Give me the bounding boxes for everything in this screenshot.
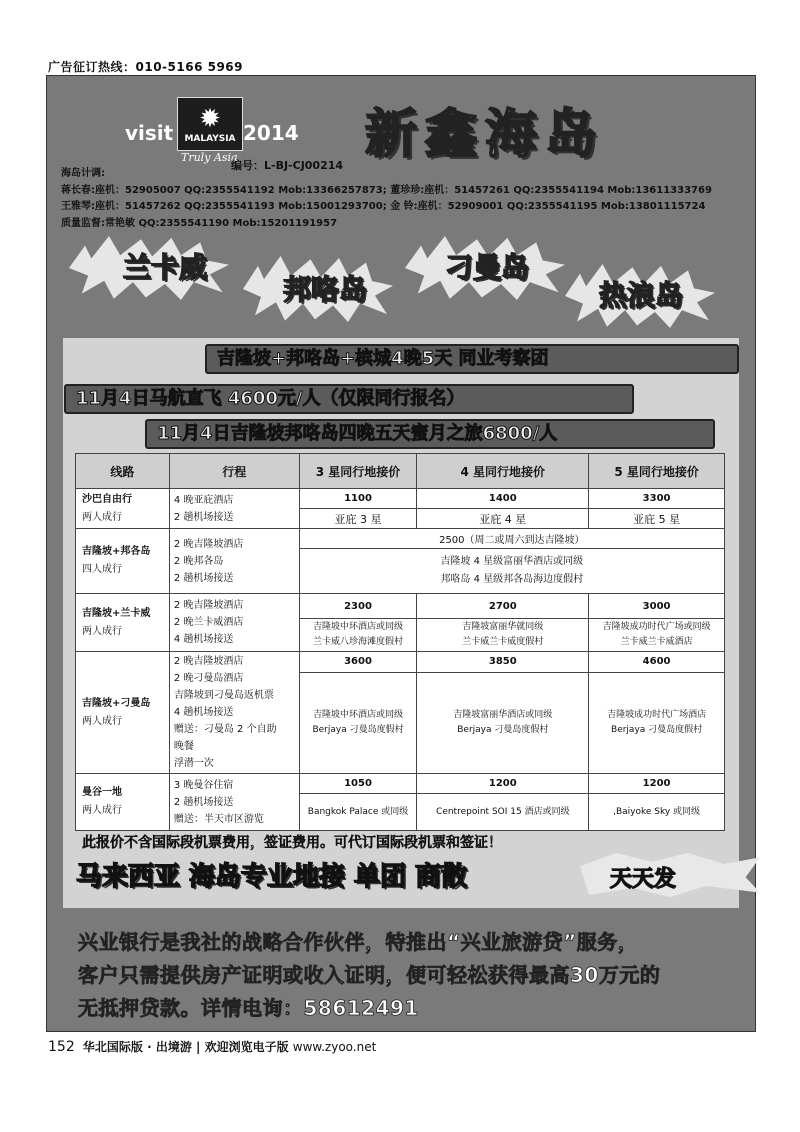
contact-line: 蒋长春:座机：52905007 QQ:2355541192 Mob:13366257873; 董珍珍:座机：51457261 QQ:2355541194 Mob:13611333769 (61, 184, 712, 196)
ad-hotline: 广告征订热线：010-5166 5969 (48, 60, 244, 74)
col-header: 线路 (76, 454, 170, 489)
contact-line: 质量监督:常艳敏 QQ:2355541190 Mob:15201191957 (61, 217, 338, 229)
table-row (76, 594, 725, 619)
island-tioman: 刁曼岛 (445, 251, 530, 284)
hotel-3star: 亚庇 3 星 (299, 509, 417, 529)
price-4star: 2700 (417, 594, 589, 619)
contact-list (61, 166, 712, 232)
hotel-5star: ,Baiyoke Sky 或同级 (589, 794, 725, 831)
promo-banner-3: 11月4日吉隆坡邦咯岛四晚五天蜜月之旅6800/人 (145, 419, 715, 449)
col-header: 4 星同行地接价 (417, 454, 589, 489)
route-name: 吉隆坡+刁曼岛 两人成行 (76, 652, 170, 774)
price-5star: 3000 (589, 594, 725, 619)
price-table (75, 453, 725, 831)
bank-promo-line: 客户只需提供房产证明或收入证明，便可轻松获得最高30万元的 (78, 963, 661, 987)
col-header: 行程 (169, 454, 299, 489)
table-row (76, 652, 725, 673)
hotel-4star: Centrepoint SOI 15 酒店或同级 (417, 794, 589, 831)
hotel-4star: 亚庇 4 星 (417, 509, 589, 529)
malaysia-logo-box (177, 97, 243, 151)
hotel-3star: 吉隆坡中环酒店或同级 Berjaya 刁曼岛度假村 (299, 672, 417, 774)
route-name: 吉隆坡+邦各岛 四人成行 (76, 529, 170, 594)
route-plan: 2 晚吉隆坡酒店 2 晚兰卡威酒店 4 趟机场接送 (169, 594, 299, 652)
page-footer (48, 1038, 376, 1055)
slogan: 马来西亚 海岛专业地接 单团 商散 (76, 862, 468, 892)
price-3star: 3600 (299, 652, 417, 673)
table-header-row (76, 454, 725, 489)
island-redang: 热浪岛 (599, 279, 684, 312)
bank-promo-line: 无抵押贷款。详情电询：58612491 (78, 996, 419, 1020)
bank-promo (78, 926, 660, 1025)
footer-text: 华北国际版 · 出境游 | 欢迎浏览电子版 (82, 1040, 289, 1054)
hotel-4star: 吉隆坡富丽华就同级 兰卡威兰卡威度假村 (417, 619, 589, 652)
logo-name: MALAYSIA (184, 134, 236, 144)
price-3star: 2300 (299, 594, 417, 619)
hotel-5star: 亚庇 5 星 (589, 509, 725, 529)
route-plan: 4 晚亚庇酒店 2 趟机场接送 (169, 489, 299, 529)
hotel-5star: 吉隆坡成功时代广场酒店 Berjaya 刁曼岛度假村 (589, 672, 725, 774)
visit-text: visit (125, 121, 174, 145)
route-plan: 2 晚吉隆坡酒店 2 晚刁曼岛酒店 吉隆坡到刁曼岛返机票 4 趟机场接送 赠送：刁曼岛 2 个自助 晚餐 浮潜一次 (169, 652, 299, 774)
main-title: 新鑫海岛 (365, 105, 606, 165)
hotel-5star: 吉隆坡成功时代广场或同级 兰卡威兰卡威酒店 (589, 619, 725, 652)
route-plan: 2 晚吉隆坡酒店 2 晚邦各岛 2 趟机场接送 (169, 529, 299, 594)
contact-line: 海岛计调: (61, 168, 105, 179)
price-note: 2500（周二或周六到达吉隆坡） (299, 529, 724, 549)
star-icon: ✹ (199, 104, 221, 134)
route-name: 沙巴自由行 两人成行 (76, 489, 170, 529)
price-4star: 1200 (417, 774, 589, 794)
slogan-tail: 天天发 (610, 867, 677, 892)
price-4star: 3850 (417, 652, 589, 673)
page-number: 152 (48, 1039, 75, 1055)
table-row (76, 529, 725, 549)
footer-url[interactable]: www.zyoo.net (292, 1040, 377, 1054)
hotel-3star: Bangkok Palace 或同级 (299, 794, 417, 831)
col-header: 3 星同行地接价 (299, 454, 417, 489)
hotel-4star: 吉隆坡富丽华酒店或同级 Berjaya 刁曼岛度假村 (417, 672, 589, 774)
island-pangkor: 邦咯岛 (283, 273, 368, 306)
promo-banner-1: 吉隆坡+邦咯岛+槟城4晚5天 同业考察团 (205, 344, 739, 374)
hotel-3star: 吉隆坡中环酒店或同级 兰卡威八珍海滩度假村 (299, 619, 417, 652)
route-plan: 3 晚曼谷住宿 2 趟机场接送 赠送：半天市区游览 (169, 774, 299, 831)
price-4star: 1400 (417, 489, 589, 509)
bank-promo-line: 兴业银行是我社的战略合作伙伴，特推出“兴业旅游贷”服务， (78, 930, 639, 954)
logo-year: 2014 (243, 121, 299, 145)
col-header: 5 星同行地接价 (589, 454, 725, 489)
price-5star: 3300 (589, 489, 725, 509)
price-5star: 4600 (589, 652, 725, 673)
license-code: 编号：L-BJ-CJ00214 (231, 159, 344, 172)
table-row (76, 774, 725, 794)
route-name: 曼谷一地 两人成行 (76, 774, 170, 831)
hotel-info: 吉隆坡 4 星级富丽华酒店或同级 邦咯岛 4 星级邦各岛海边度假村 (299, 549, 724, 594)
route-name: 吉隆坡+兰卡威 两人成行 (76, 594, 170, 652)
promo-banner-2: 11月4日马航直飞 4600元/人（仅限同行报名） (64, 384, 634, 414)
price-notice: 此报价不含国际段机票费用，签证费用。可代订国际段机票和签证！ (82, 835, 502, 851)
contact-line: 王雅琴:座机：51457262 QQ:2355541193 Mob:15001293700; 金 铃:座机：52909001 QQ:2355541195 Mob:13801115724 (61, 201, 706, 212)
price-5star: 1200 (589, 774, 725, 794)
truly-asia-text: Truly Asia (181, 151, 238, 164)
price-3star: 1050 (299, 774, 417, 794)
island-langkawi: 兰卡威 (123, 251, 208, 284)
price-3star: 1100 (299, 489, 417, 509)
table-row (76, 489, 725, 509)
